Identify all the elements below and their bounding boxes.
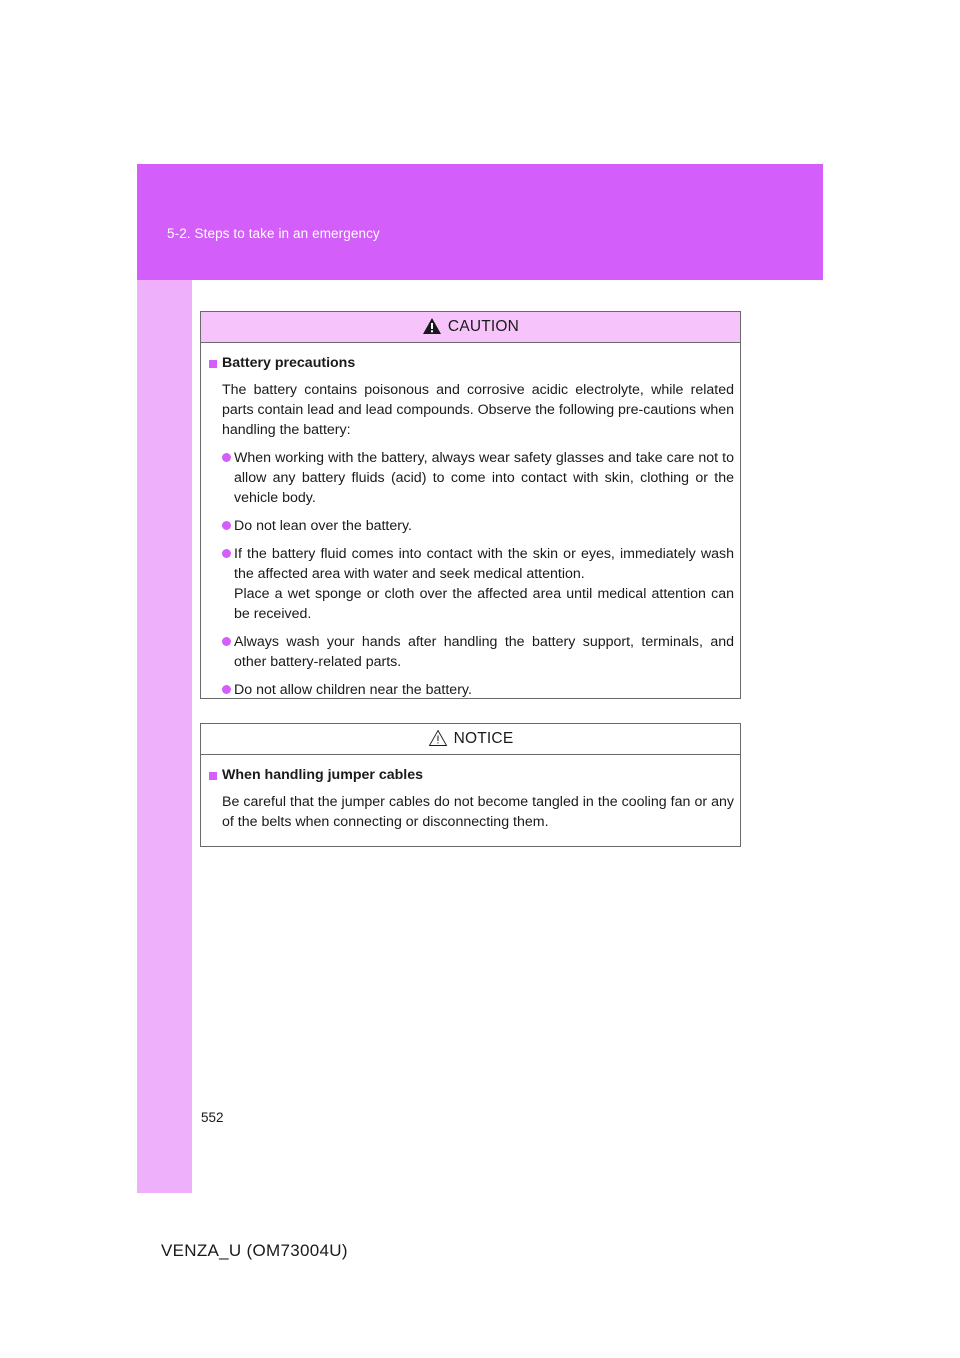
caution-subheading — [209, 353, 734, 373]
caution-body — [201, 343, 740, 726]
caution-title: CAUTION — [447, 318, 520, 335]
notice-subheading — [209, 765, 734, 785]
warning-triangle-outline-icon — [428, 729, 448, 747]
list-item — [209, 632, 734, 672]
notice-header — [201, 724, 740, 755]
caution-heading-text: Battery precautions — [222, 355, 356, 371]
square-bullet-icon — [209, 772, 217, 780]
caution-intro: The battery contains poisonous and corrosive acidic electrolyte, while related parts contain lead and lead compounds. Observe the following pre-cautions when handling the battery: — [222, 382, 734, 438]
bullet-text: Place a wet sponge or cloth over the affected area until medical attention can be received. — [234, 586, 734, 622]
square-bullet-icon — [209, 360, 217, 368]
bullet-text: Always wash your hands after handling the battery support, terminals, and other battery-related parts. — [234, 634, 734, 670]
page-number: 552 — [201, 1110, 224, 1125]
circle-bullet-icon — [222, 521, 231, 530]
warning-triangle-filled-icon — [422, 317, 442, 335]
circle-bullet-icon — [222, 685, 231, 694]
circle-bullet-icon — [222, 549, 231, 558]
bullet-text: Do not allow children near the battery. — [234, 682, 472, 698]
notice-text: Be careful that the jumper cables do not become tangled in the cooling fan or any of the belts when connecting or disconnecting them. — [222, 794, 734, 830]
bullet-text: When working with the battery, always wear safety glasses and take care not to allow any battery fluids (acid) to come into contact with skin, clothing or the vehicle body. — [234, 450, 734, 506]
notice-heading-text: When handling jumper cables — [222, 767, 424, 783]
notice-title: NOTICE — [453, 730, 514, 747]
circle-bullet-icon — [222, 637, 231, 646]
footer-model-code: VENZA_U (OM73004U) — [161, 1241, 348, 1260]
section-title: 5-2. Steps to take in an emergency — [167, 226, 380, 241]
notice-box — [200, 723, 741, 847]
circle-bullet-icon — [222, 453, 231, 462]
bullet-text: If the battery fluid comes into contact with the skin or eyes, immediately wash the affected area with water and seek medical attention. — [234, 546, 734, 582]
notice-body — [201, 755, 740, 858]
list-item — [209, 544, 734, 624]
bullet-text: Do not lean over the battery. — [234, 518, 412, 534]
section-header-band — [137, 164, 823, 280]
side-band — [137, 280, 192, 1193]
list-item — [209, 516, 734, 536]
caution-header — [201, 312, 740, 343]
list-item — [209, 448, 734, 508]
list-item — [209, 680, 734, 700]
caution-box — [200, 311, 741, 699]
